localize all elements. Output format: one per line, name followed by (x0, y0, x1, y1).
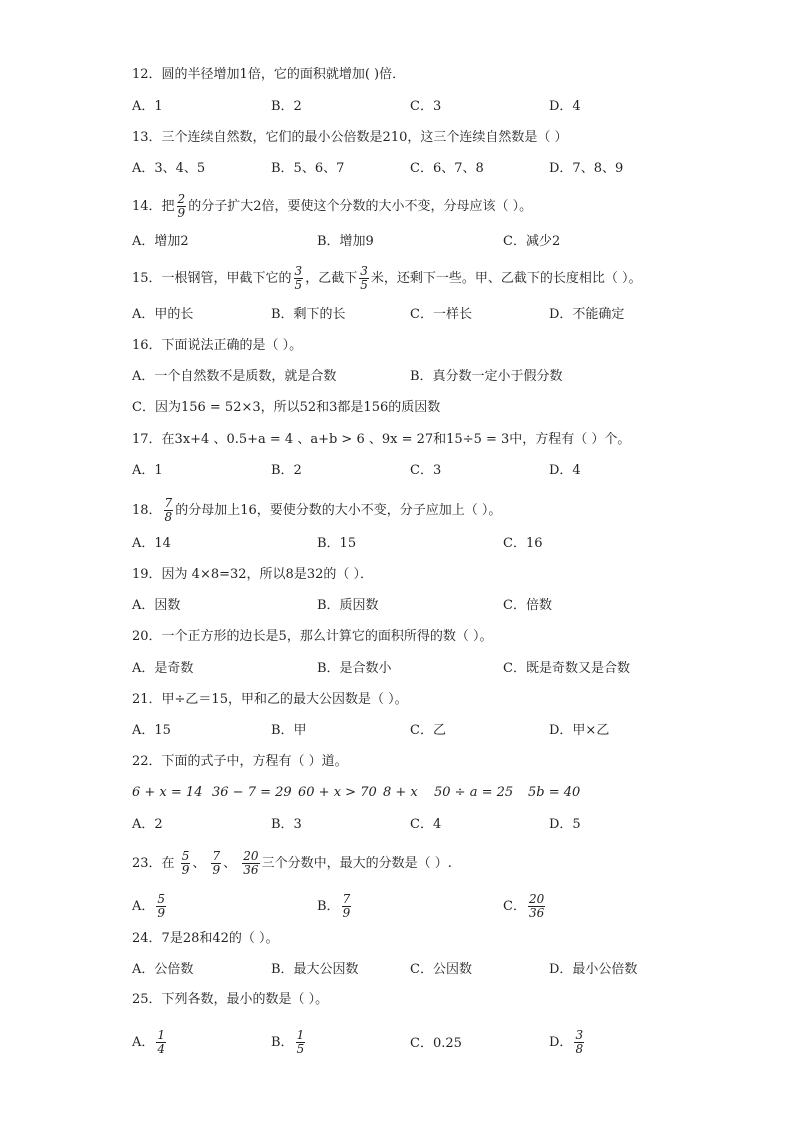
option-a: A．增加2 (132, 234, 189, 249)
option-b: B．2 (271, 463, 302, 478)
fraction: $\frac{5}{9}$ (181, 849, 190, 877)
option-a: A．15 (132, 723, 171, 738)
question-18 (132, 497, 501, 524)
question-18-options (132, 535, 692, 555)
question-17: 17．在3x+4 、0.5+a = 4 、a+b > 6 、9x = 27和15÷5 = 3中，方程有（ ）个。 (132, 432, 631, 447)
option-a: A． $\frac{5}{9}$ (132, 892, 166, 920)
option-a: A．3、4、5 (132, 161, 206, 176)
option-c: C． $\frac{20}{36}$ (503, 892, 545, 920)
expression: 5b = 40 (528, 785, 581, 800)
question-18-suffix: 的分母加上16，要使分数的大小不变，分子应加上（ ）。 (175, 503, 502, 518)
option-b: B．5、6、7 (271, 161, 345, 176)
question-13-options (132, 160, 692, 180)
expression: 6 + x = 14 (132, 785, 203, 800)
question-17-options (132, 462, 692, 482)
option-b: B． $\frac{1}{5}$ (271, 1028, 305, 1056)
question-23-suffix: 三个分数中，最大的分数是（ ）. (261, 856, 452, 871)
option-b: B．真分数一定小于假分数 (410, 369, 563, 384)
question-25-options (132, 1029, 692, 1055)
option-b: B．剩下的长 (271, 307, 346, 322)
question-14-suffix: 的分子扩大2倍，要使这个分数的大小不变，分母应该（ ）。 (188, 199, 533, 214)
question-16-options (132, 368, 692, 388)
question-24-options (132, 961, 692, 981)
question-23-prefix: 23．在 (132, 856, 175, 871)
option-c: C．一样长 (410, 307, 472, 322)
question-21-options (132, 722, 692, 742)
option-a: A．是奇数 (132, 661, 194, 676)
option-c: C．倍数 (503, 598, 552, 613)
option-c: C．6、7、8 (410, 161, 484, 176)
option-c: C．4 (410, 817, 442, 832)
option-c: C．减少2 (503, 234, 561, 249)
question-20-options (132, 660, 692, 680)
question-23-options (132, 893, 692, 919)
question-14-prefix: 14．把 (132, 199, 175, 214)
option-a: A．14 (132, 536, 171, 551)
option-c: C．0.25 (410, 1036, 462, 1051)
option-b: B．3 (271, 817, 302, 832)
fraction: $\frac{20}{36}$ (243, 849, 259, 877)
question-21: 21．甲÷乙＝15，甲和乙的最大公因数是（ ）。 (132, 692, 408, 707)
question-12-options (132, 98, 692, 118)
option-b: B．是合数小 (317, 661, 392, 676)
option-d: D．4 (549, 99, 581, 114)
option-a: A． $\frac{1}{4}$ (132, 1028, 166, 1056)
expression: 60 + x > 70 (298, 785, 377, 800)
fraction: $\frac{7}{8}$ (164, 496, 173, 524)
question-16: 16．下面说法正确的是（ ）。 (132, 338, 303, 353)
option-a: A．公倍数 (132, 962, 194, 977)
option-c: C．既是奇数又是合数 (503, 661, 630, 676)
option-d: D．最小公倍数 (549, 962, 638, 977)
question-14 (132, 193, 532, 220)
question-15 (132, 265, 641, 292)
option-b: B．增加9 (317, 234, 374, 249)
option-b: B．15 (317, 536, 357, 551)
expression: 8 + x (383, 785, 418, 800)
separator: 、 (223, 856, 237, 871)
question-19-options (132, 597, 692, 617)
question-19: 19．因为 4×8=32，所以8是32的（ ）． (132, 567, 373, 582)
question-13: 13．三个连续自然数，它们的最小公倍数是210，这三个连续自然数是（ ） (132, 130, 568, 145)
option-c: C．3 (410, 463, 442, 478)
option-b: B．甲 (271, 723, 307, 738)
option-a: A．2 (132, 817, 163, 832)
question-14-options (132, 233, 692, 253)
option-d: D．7、8、9 (549, 161, 624, 176)
question-24: 24．7是28和42的（ ）。 (132, 931, 279, 946)
option-c: C．3 (410, 99, 442, 114)
option-d: D．5 (549, 817, 581, 832)
question-16-option-c: C．因为156 = 52×3，所以52和3都是156的质因数 (132, 400, 441, 415)
question-23 (132, 850, 452, 877)
option-b: B． $\frac{7}{9}$ (317, 892, 351, 920)
option-b: B．2 (271, 99, 302, 114)
fraction: $\frac{7}{9}$ (212, 849, 221, 877)
fraction: $\frac{3}{5}$ (294, 264, 303, 292)
option-a: A．甲的长 (132, 307, 194, 322)
question-18-prefix: 18． (132, 503, 162, 518)
fraction: $\frac{3}{5}$ (360, 264, 368, 292)
question-12: 12．圆的半径增加1倍，它的面积就增加( )倍． (132, 67, 406, 82)
question-25: 25．下列各数，最小的数是（ ）。 (132, 992, 329, 1007)
option-a: A．因数 (132, 598, 181, 613)
fraction: $\frac{2}{9}$ (177, 192, 186, 220)
question-15-prefix: 15．一根钢管，甲截下它的 (132, 271, 292, 286)
separator: 、 (192, 856, 206, 871)
question-15-mid: ，乙截下 (305, 271, 358, 286)
option-d: D．不能确定 (549, 307, 625, 322)
option-c: C．16 (503, 536, 543, 551)
expression: 36 − 7 = 29 (212, 785, 292, 800)
question-22-options (132, 816, 692, 836)
expression: 50 ÷ a = 25 (434, 785, 514, 800)
option-c: C．乙 (410, 723, 446, 738)
question-22-expressions (132, 785, 692, 805)
option-d: D．甲×乙 (549, 723, 610, 738)
option-a: A．一个自然数不是质数，就是合数 (132, 369, 337, 384)
option-c: C．公因数 (410, 962, 472, 977)
question-15-suffix: 米，还剩下一些。甲、乙截下的长度相比（ ）。 (370, 271, 642, 286)
option-d: D．4 (549, 463, 581, 478)
option-a: A．1 (132, 99, 163, 114)
question-20: 20．一个正方形的边长是5，那么计算它的面积所得的数（ ）。 (132, 629, 493, 644)
option-a: A．1 (132, 463, 163, 478)
option-d: D． $\frac{3}{8}$ (549, 1028, 584, 1056)
option-b: B．最大公因数 (271, 962, 359, 977)
question-22: 22．下面的式子中，方程有（ ）道。 (132, 754, 348, 769)
option-b: B．质因数 (317, 598, 379, 613)
question-15-options (132, 306, 692, 326)
